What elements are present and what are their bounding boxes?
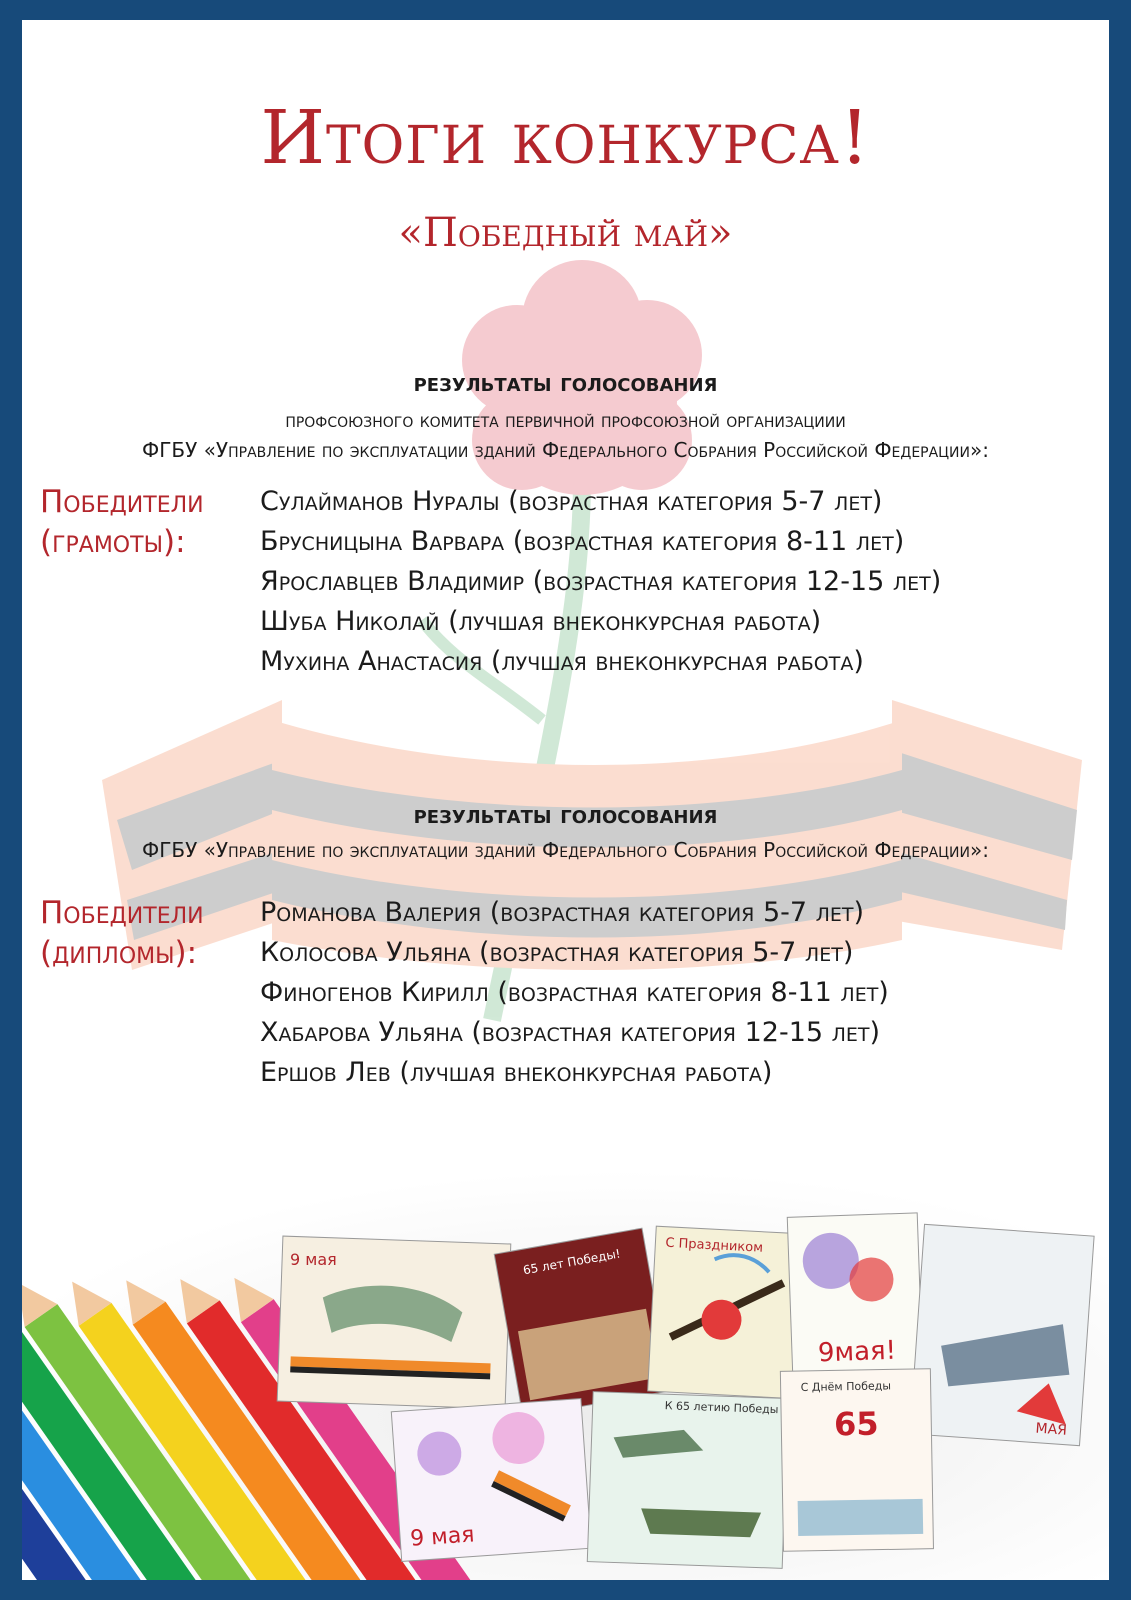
winner-item: Мухина Анастасия (лучшая внеконкурсная работа) [260, 646, 864, 677]
section2-winner-list [260, 893, 889, 1093]
winner-item: Сулайманов Нуралы (возрастная категория 5-7 лет) [260, 486, 883, 517]
section1-heading: результаты голосования [413, 368, 718, 397]
drawing-caption: МАЯ [1034, 1420, 1068, 1439]
poster-sheet [22, 20, 1109, 1580]
drawing-caption: 9 мая [290, 1250, 337, 1269]
section2-heading: результаты голосования [413, 800, 718, 829]
drawing-card-4 [787, 1213, 923, 1377]
section1-line2: ФГБУ «Управление по эксплуатации зданий Федерального Собрания Российской Федерации»: [142, 438, 989, 462]
drawing-caption: 65 [833, 1404, 879, 1444]
drawing-caption: 9мая! [817, 1335, 897, 1369]
winner-item: Хабарова Ульяна (возрастная категория 12-15 лет) [260, 1017, 881, 1048]
section2-line1: ФГБУ «Управление по эксплуатации зданий Федерального Собрания Российской Федерации»: [142, 838, 989, 862]
drawing-card-7 [587, 1392, 788, 1569]
drawing-caption: 65 лет Победы! [521, 1246, 622, 1278]
drawing-card-2 [494, 1228, 670, 1417]
winner-item: Шуба Николай (лучшая внеконкурсная работа) [260, 606, 822, 637]
section1-winners-label [40, 482, 204, 562]
drawing-caption: С Праздником [665, 1235, 764, 1256]
section1-label-line1: Победители [40, 484, 204, 520]
section1-winner-list [260, 482, 941, 682]
winner-item: Брусницына Варвара (возрастная категория 8-11 лет) [260, 526, 905, 557]
winner-item: Финогенов Кирилл (возрастная категория 8-11 лет) [260, 977, 889, 1008]
drawing-card-1 [277, 1236, 511, 1409]
poster-title: Итоги конкурса! [260, 95, 871, 181]
winner-item: Романова Валерия (возрастная категория 5-7 лет) [260, 897, 865, 928]
section2-label-line1: Победители [40, 895, 204, 931]
section1-line1: профсоюзного комитета первичной профсоюзной организациии [285, 408, 846, 432]
drawings-collage [22, 1170, 1109, 1580]
poster-subtitle: «Победный май» [398, 210, 733, 256]
drawing-card-6 [391, 1399, 591, 1562]
section2-label-line2: (дипломы): [40, 935, 198, 971]
drawing-caption: 9 мая [409, 1522, 476, 1552]
drawing-caption: С Днём Победы [800, 1379, 892, 1394]
section2-winners-label [40, 893, 204, 973]
winner-item: Ершов Лев (лучшая внеконкурсная работа) [260, 1057, 773, 1088]
drawing-caption: К 65 летию Победы [664, 1399, 779, 1417]
drawing-card-5 [910, 1224, 1094, 1445]
winner-item: Ярославцев Владимир (возрастная категория 12-15 лет) [260, 566, 942, 597]
drawing-card-8 [780, 1369, 933, 1552]
winner-item: Колосова Ульяна (возрастная категория 5-7 лет) [260, 937, 854, 968]
section1-label-line2: (грамоты): [40, 524, 186, 560]
